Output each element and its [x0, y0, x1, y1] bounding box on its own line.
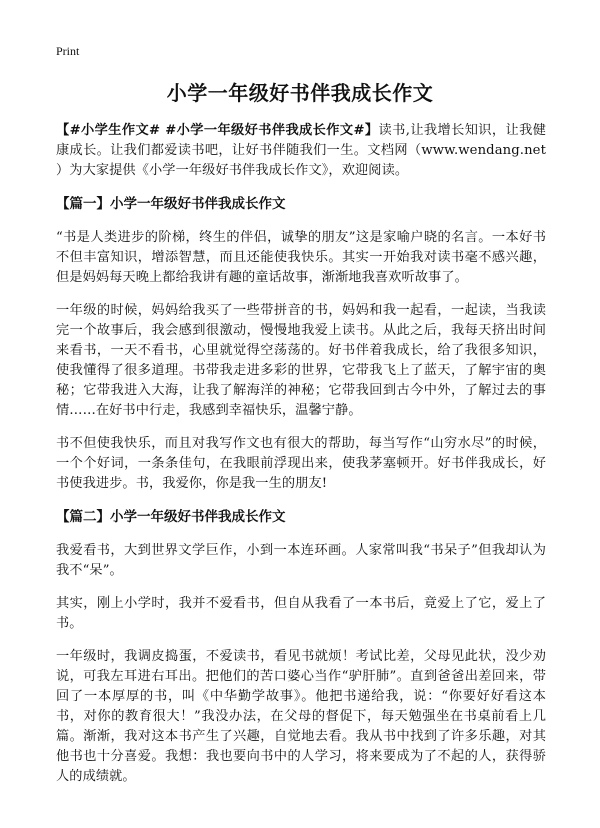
article-body [56, 121, 546, 800]
intro-text: 读书,让我增长知识，让我健康成长。让我们都爱读书吧，让好书伴随我们一生。文档网（www.wendang.net ）为大家提供《小学一年级好书伴我成长作文》，欢迎阅读。 [56, 123, 546, 178]
section-2-paragraph-2: 其实，刚上小学时，我并不爱看书，但自从我看了一本书后，竟爱上了它，爱上了书。 [56, 596, 546, 631]
section-heading-1: 【篇一】小学一年级好书伴我成长作文 [56, 196, 286, 212]
section-2-paragraph-1: 我爱看书，大到世界文学巨作，小到一本连环画。人家常叫我“书呆子”但我却认为我不“呆”。 [56, 543, 546, 578]
intro-tags: 【#小学生作文# #小学一年级好书伴我成长作文#】 [56, 123, 379, 138]
section-2-paragraph-3: 一年级时，我调皮捣蛋，不爱读书，看见书就烦！考试比差，父母见此状，没少劝说，可我左耳进右耳出。把他们的苦口婆心当作“驴肝肺”。直到爸爸出差回来，带回了一本厚厚的书，叫《中华勤学故事》。他把书递给我，说：“你要好好看这本书，对你的教育很大！”我没办法，在父母的督促下，每天勉强坐在书桌前看上几篇。渐渐，我对这本书产生了兴趣，自觉地去看。我从书中找到了许多乐趣，对其他书也十分喜爱。我想：我也要向书中的人学习，将来要成为了不起的人，获得骄人的成绩就。 [56, 649, 546, 784]
page-title: 小学一年级好书伴我成长作文 [166, 81, 434, 105]
section-1-paragraph-2: 一年级的时候，妈妈给我买了一些带拼音的书，妈妈和我一起看，一起读，当我读完一个故事后，我会感到很激动，慢慢地我爱上读书。从此之后，我每天挤出时间来看书，一天不看书，心里就觉得空荡荡的。好书伴着我成长，给了我很多知识，使我懂得了很多道理。书带我走进多彩的世界，它带我飞上了蓝天，了解宇宙的奥秘；它带我进入大海，让我了解海洋的神秘；它带我回到古今中外，了解过去的事情……在好书中行走，我感到幸福快乐，温馨宁静。 [56, 303, 546, 418]
intro-paragraph [56, 121, 546, 181]
section-heading-2: 【篇二】小学一年级好书伴我成长作文 [56, 509, 286, 525]
section-1-paragraph-3: 书不但使我快乐，而且对我写作文也有很大的帮助，每当写作“山穷水尽”的时候，一个个好词，一条条佳句，在我眼前浮现出来，使我茅塞顿开。好书伴我成长，好书使我进步。书，我爱你，你是我一生的朋友! [56, 436, 546, 491]
section-1-paragraph-1: “书是人类进步的阶梯，终生的伴侣，诚挚的朋友”这是家喻户晓的名言。一本好书不但丰富知识，增添智慧，而且还能使我快乐。其实一开始我对读书毫不感兴趣，但是妈妈每天晚上都给我讲有趣的童话故事，渐渐地我喜欢听故事了。 [56, 230, 546, 285]
print-label[interactable]: Print [56, 44, 80, 58]
